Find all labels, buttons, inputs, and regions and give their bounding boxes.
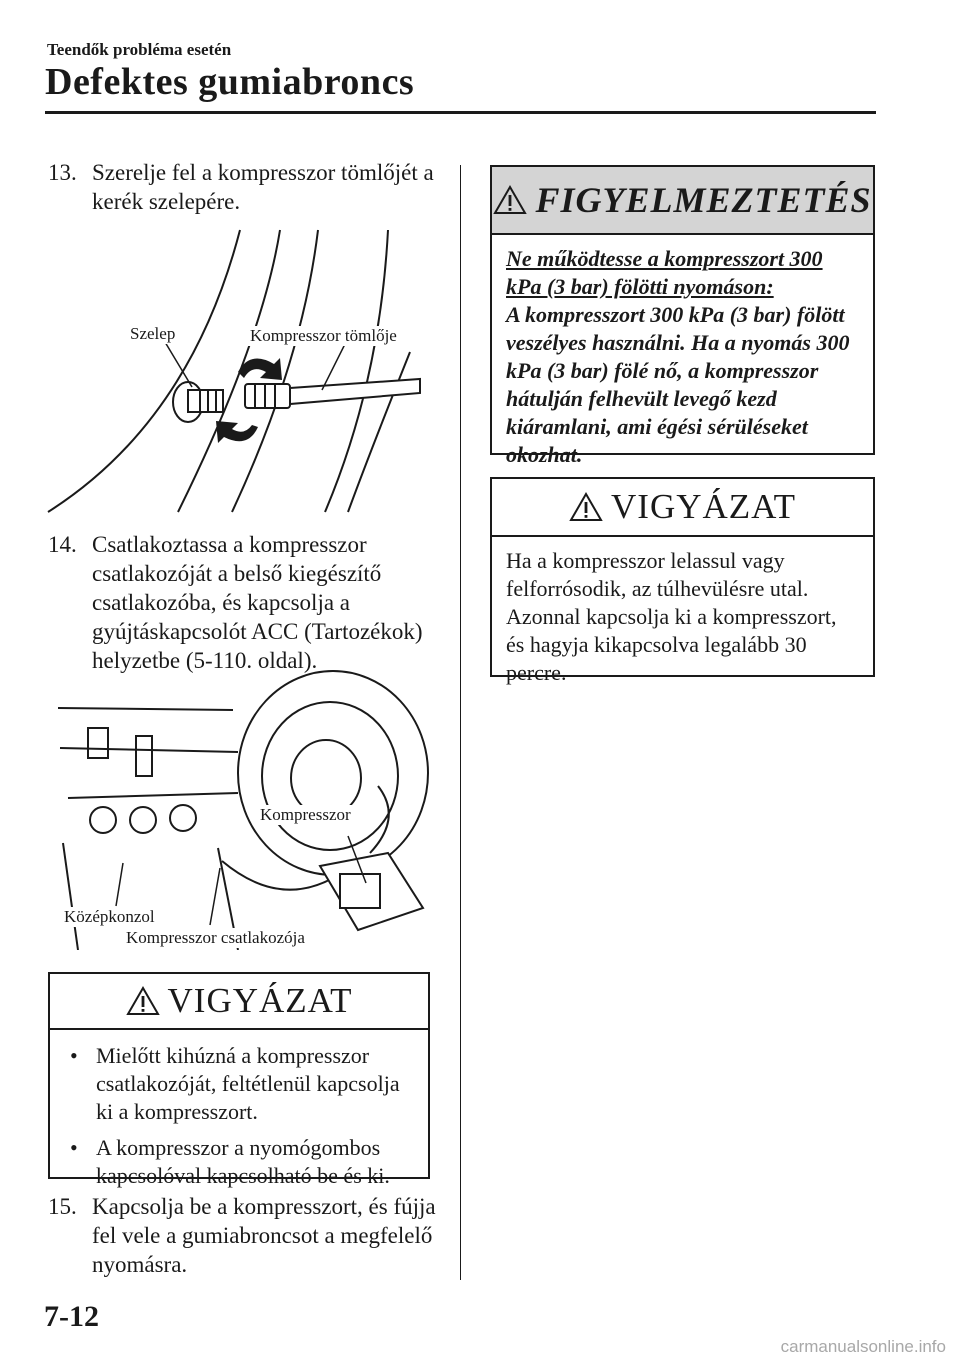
compressor-connection-illustration	[48, 668, 433, 950]
section-label: Teendők probléma esetén	[47, 40, 232, 59]
warning-triangle-icon	[569, 492, 603, 522]
step-15	[48, 1192, 440, 1282]
warning-heading-text: FIGYELMEZTETÉS	[535, 180, 872, 220]
list-item	[68, 1134, 410, 1190]
caution-body: Ha a kompresszor lelassul vagy felforrósodik, az túlhevülésre utal. Azonnal kapcsolja ki a kompresszort, és hagyja kikapcsolva legalább 30 percre.	[506, 548, 837, 685]
valve-hose-illustration	[40, 222, 430, 517]
warning-body	[492, 235, 873, 479]
warning-text: A kompresszort 300 kPa (3 bar) fölött veszélyes használni. Ha a nyomás 300 kPa (3 bar) fölé nő, a kompresszor hátulján felhevült levegő kezd kiáramlani, ami égési sérüléseket okozhat.	[506, 302, 850, 467]
label-hose: Kompresszor tömlője	[250, 326, 397, 345]
step-text: Kapcsolja be a kompresszort, és fújja fel vele a gumiabroncsot a megfelelő nyomásra.	[92, 1194, 436, 1277]
header-rule	[45, 111, 876, 114]
step-14	[48, 530, 440, 680]
label-compressor: Kompresszor	[260, 805, 351, 824]
watermark: carmanualsonline.info	[780, 1337, 946, 1356]
caution-heading-text: VIGYÁZAT	[167, 981, 353, 1020]
step-text: Szerelje fel a kompresszor tömlőjét a kerék szelepére.	[92, 160, 434, 214]
step-number: 13.	[48, 160, 77, 185]
label-valve: Szelep	[130, 324, 176, 343]
caution-heading	[50, 974, 428, 1030]
caution-box-2	[490, 477, 875, 685]
warning-lead: Ne működtesse a kompresszort 300 kPa (3 bar) fölötti nyomáson:	[506, 246, 823, 299]
warning-triangle-icon	[126, 986, 160, 1016]
caution-heading-text: VIGYÁZAT	[611, 487, 796, 526]
label-compressor-connector: Kompresszor csatlakozója	[126, 928, 305, 947]
caution-heading	[492, 479, 873, 537]
step-number: 14.	[48, 532, 77, 557]
bullet-symbol: •	[70, 1043, 78, 1068]
bullet-text: Mielőtt kihúzná a kompresszor csatlakozóját, feltétlenül kapcsolja ki a kompresszort.	[96, 1043, 400, 1124]
caution-box-1	[48, 972, 430, 1188]
page-title: Defektes gumiabroncs	[45, 61, 415, 103]
bullet-symbol: •	[70, 1135, 78, 1160]
warning-box	[490, 165, 875, 467]
warning-triangle-icon	[493, 185, 527, 215]
label-center-console: Középkonzol	[64, 907, 155, 926]
bullet-text: A kompresszor a nyomógombos kapcsolóval kapcsolható be és ki.	[96, 1135, 390, 1188]
step-13	[48, 158, 438, 218]
list-item	[68, 1042, 410, 1126]
valve-hose-drawing	[40, 222, 430, 517]
step-text: Csatlakoztassa a kompresszor csatlakozóját a belső kiegészítő csatlakozóba, és kapcsolja a gyújtáskapcsolót ACC (Tartozékok) helyzetbe (5-110. oldal).	[92, 532, 423, 673]
step-number: 15.	[48, 1194, 77, 1219]
caution-body	[50, 1030, 428, 1210]
column-divider	[460, 165, 461, 1280]
page-number: 7-12	[44, 1300, 99, 1333]
warning-heading	[492, 167, 873, 235]
